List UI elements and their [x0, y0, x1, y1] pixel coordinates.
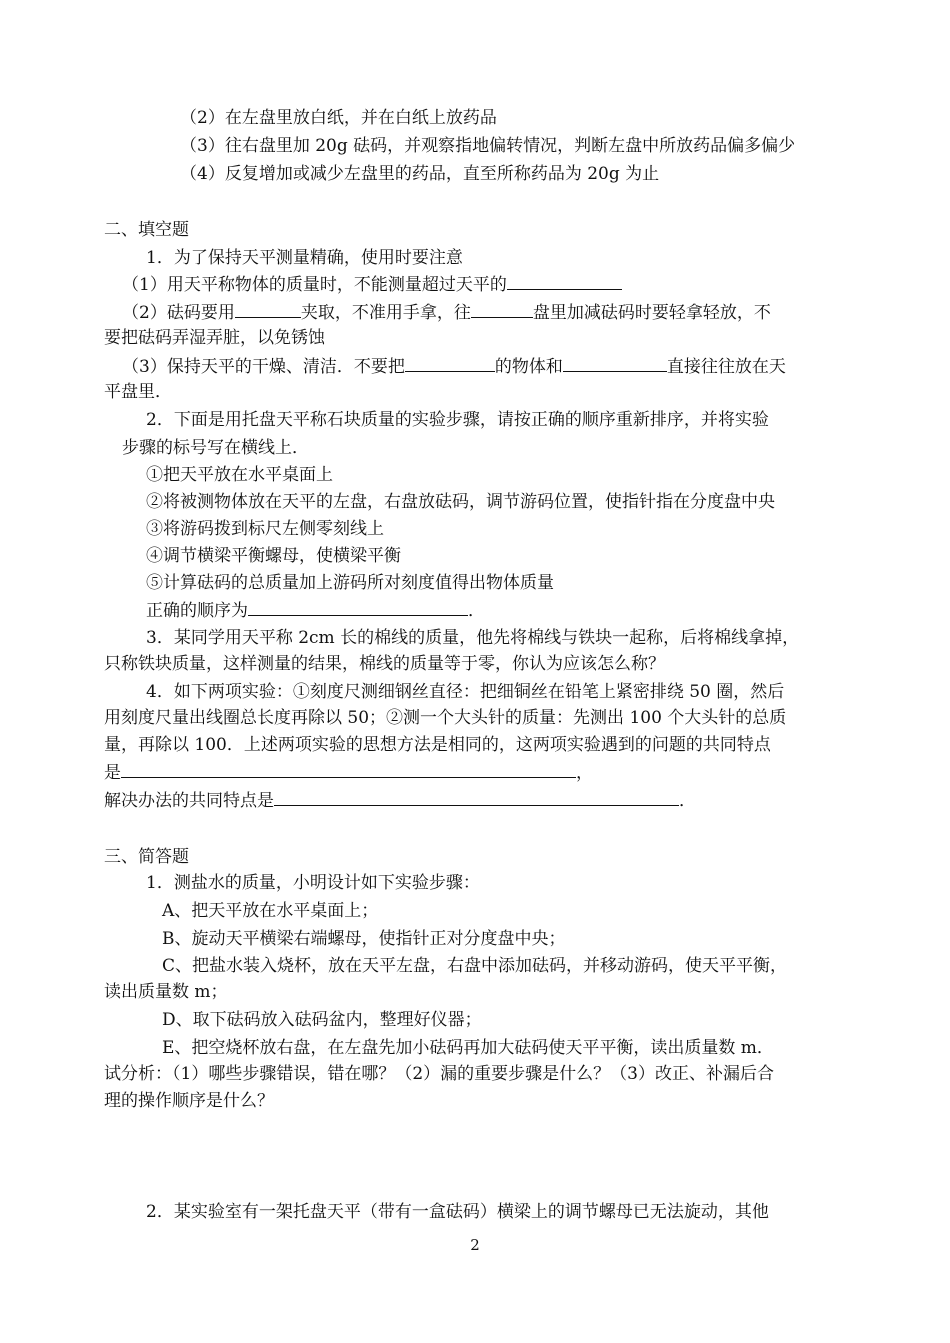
s3-q1-step-d: D、取下砝码放入砝码盆内，整理好仪器；: [162, 1010, 482, 1030]
answer-blank[interactable]: [507, 272, 622, 290]
s2-q2-item-2: ②将被测物体放在天平的左盘，右盘放砝码，调节游码位置，使指针指在分度盘中央: [146, 492, 775, 512]
s2-q4-line5a: 解决办法的共同特点是: [104, 791, 274, 811]
s3-q1-ask-2: 理的操作顺序是什么？: [104, 1091, 274, 1111]
s2-q1-p2c: 盘里加减砝码时要轻拿轻放，不: [532, 303, 771, 323]
s2-q1-p3b: 的物体和: [494, 357, 563, 377]
s3-q1-step-a: A、把天平放在水平桌面上；: [162, 901, 379, 921]
s3-q1-step-c-1: C、把盐水装入烧杯，放在天平左盘，右盘中添加砝码，并移动游码，使天平平衡，: [162, 956, 788, 976]
s2-q4-line4b: ，: [576, 763, 593, 783]
s2-q4-line-2: 用刻度尺量出线圈总长度再除以 50；②测一个大头针的质量：先测出 100 个大头针的总质: [104, 708, 787, 728]
s3-q1-ask-1: 试分析：（1）哪些步骤错误，错在哪？（2）漏的重要步骤是什么？（3）改正、补漏后合: [104, 1064, 774, 1084]
top-step-3: （3）往右盘里加 20g 砝码，并观察指地偏转情况，判断左盘中所放药品偏多偏少: [180, 136, 796, 156]
s2-q2-item-1: ①把天平放在水平桌面上: [146, 465, 333, 485]
s2-q4-line-4: [104, 760, 593, 785]
s2-q1-part1: [122, 272, 622, 297]
s3-q1-step-b: B、旋动天平横梁右端螺母，使指针正对分度盘中央；: [162, 929, 566, 949]
answer-blank[interactable]: [248, 598, 468, 616]
s2-q1-part2-cont: 要把砝码弄湿弄脏，以免锈蚀: [104, 328, 325, 348]
s2-q1-p3c: 直接往往放在天: [666, 357, 786, 377]
s2-q2-item-3: ③将游码拨到标尺左侧零刻线上: [146, 519, 384, 539]
answer-blank[interactable]: [471, 300, 533, 318]
answer-blank[interactable]: [563, 354, 667, 372]
s3-q1-step-c-2: 读出质量数 m；: [104, 982, 228, 1002]
s2-q1-p1-text: （1）用天平称物体的质量时，不能测量超过天平的: [122, 275, 507, 295]
page-number: 2: [470, 1236, 480, 1254]
s2-q4-line-1: 4．如下两项实验：①刻度尺测细钢丝直径：把细铜丝在铅笔上紧密排绕 50 圈，然后: [146, 682, 785, 702]
s2-q1-p3a: （3）保持天平的干燥、清洁．不要把: [122, 357, 405, 377]
s2-q2-stem-2: 步骤的标号写在横线上．: [122, 438, 309, 458]
s2-q2-answer-prefix: 正确的顺序为: [146, 601, 248, 621]
s2-q2-item-4: ④调节横梁平衡螺母，使横梁平衡: [146, 546, 401, 566]
answer-blank[interactable]: [405, 354, 495, 372]
s2-q1-part3-cont: 平盘里．: [104, 382, 172, 402]
s2-q1-stem: 1．为了保持天平测量精确，使用时要注意: [146, 248, 463, 268]
s3-q2-line-1: 2．某实验室有一架托盘天平（带有一盒砝码）横梁上的调节螺母已无法旋动，其他: [146, 1202, 769, 1222]
s2-q1-p2b: 夹取，不准用手拿，往: [300, 303, 471, 323]
s2-q2-item-5: ⑤计算砝码的总质量加上游码所对刻度值得出物体质量: [146, 573, 554, 593]
top-step-2: （2）在左盘里放白纸，并在白纸上放药品: [180, 108, 497, 128]
s2-q1-part2: [122, 300, 771, 325]
answer-blank[interactable]: [274, 788, 679, 806]
s2-q4-line4a: 是: [104, 763, 121, 783]
s3-q1-step-e: E、把空烧杯放右盘，在左盘先加小砝码再加大砝码使天平平衡，读出质量数 m．: [162, 1038, 774, 1058]
s2-q2-answer-suffix: ．: [468, 601, 485, 621]
s2-q4-line-3: 量，再除以 100．上述两项实验的思想方法是相同的，这两项实验遇到的问题的共同特点: [104, 735, 771, 755]
s3-q1-stem: 1．测盐水的质量，小明设计如下实验步骤：: [146, 873, 480, 893]
section-3-heading: 三、简答题: [104, 847, 189, 867]
answer-blank[interactable]: [121, 760, 576, 778]
section-2-heading: 二、填空题: [104, 220, 189, 240]
s2-q2-stem-1: 2．下面是用托盘天平称石块质量的实验步骤，请按正确的顺序重新排序，并将实验: [146, 410, 769, 430]
s2-q3-line-1: 3．某同学用天平称 2cm 长的棉线的质量，他先将棉线与铁块一起称，后将棉线拿掉，: [146, 628, 800, 648]
s2-q1-p2a: （2）砝码要用: [122, 303, 235, 323]
s2-q4-line-5: [104, 788, 696, 813]
top-step-4: （4）反复增加或减少左盘里的药品，直至所称药品为 20g 为止: [180, 164, 660, 184]
s2-q3-line-2: 只称铁块质量，这样测量的结果，棉线的质量等于零，你认为应该怎么称？: [104, 654, 665, 674]
s2-q1-part3: [122, 354, 786, 379]
s2-q4-line5b: ．: [679, 791, 696, 811]
s2-q2-answer: [146, 598, 485, 623]
answer-blank[interactable]: [235, 300, 301, 318]
